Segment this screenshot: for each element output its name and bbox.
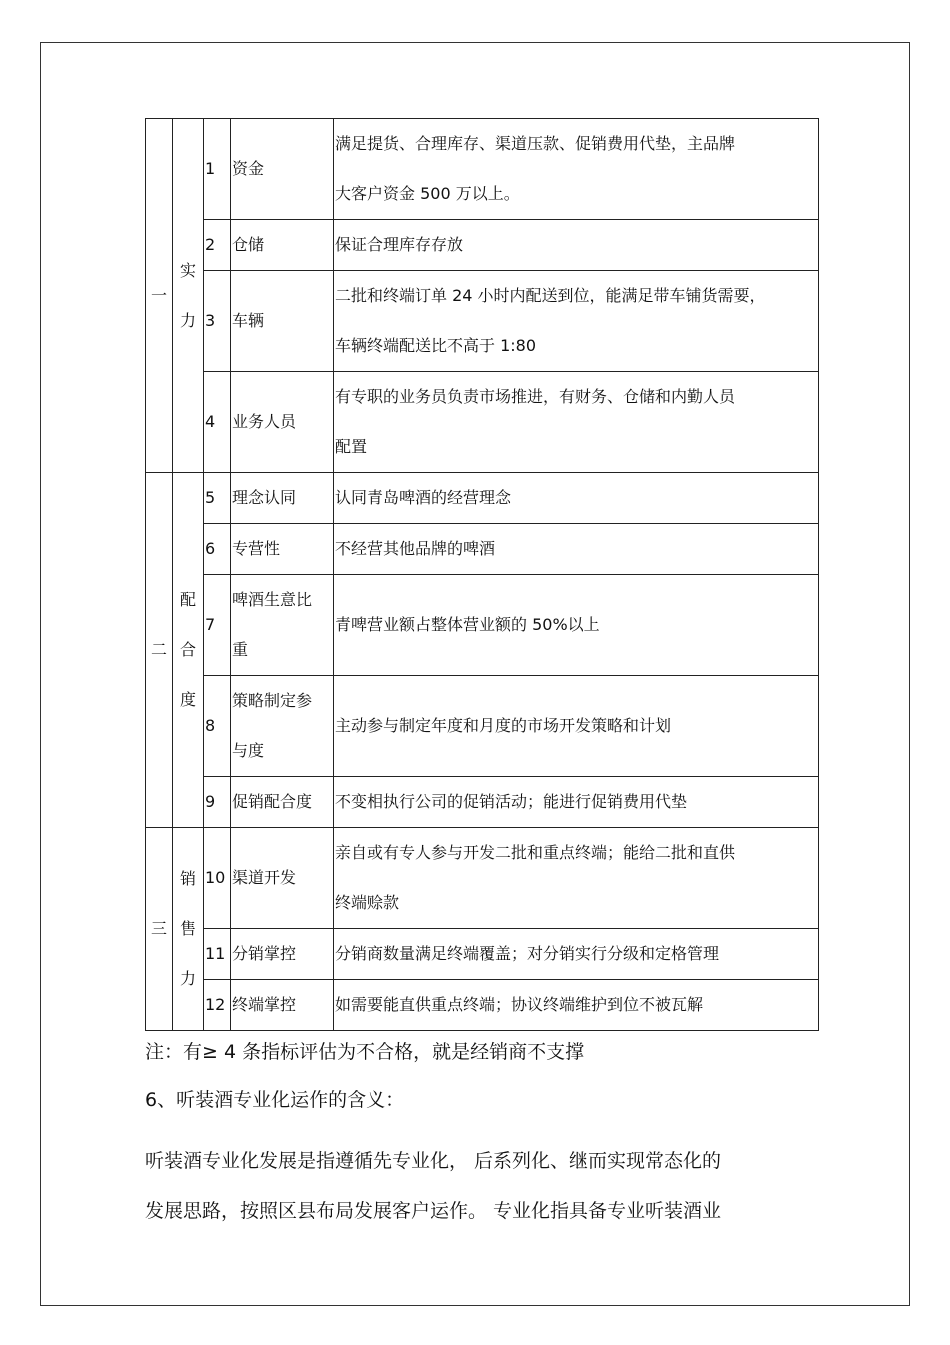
row-number: 3 [204,271,231,372]
table-row [146,271,819,372]
item-name: 促销配合度 [231,777,334,828]
row-number: 10 [204,828,231,929]
table-row [146,676,819,777]
item-name: 渠道开发 [231,828,334,929]
group-number: 一 [146,119,173,473]
table-row [146,372,819,473]
row-number: 6 [204,524,231,575]
item-name: 啤酒生意比 重 [231,575,334,676]
table-row [146,220,819,271]
table-row [146,524,819,575]
group-number: 二 [146,473,173,828]
item-description: 分销商数量满足终端覆盖；对分销实行分级和定格管理 [334,929,819,980]
item-name: 终端掌控 [231,980,334,1031]
item-name: 策略制定参 与度 [231,676,334,777]
item-description: 不经营其他品牌的啤酒 [334,524,819,575]
table-row [146,828,819,929]
row-number: 9 [204,777,231,828]
item-description: 保证合理库存存放 [334,220,819,271]
item-name: 专营性 [231,524,334,575]
item-name: 业务人员 [231,372,334,473]
item-name: 理念认同 [231,473,334,524]
item-description: 认同青岛啤酒的经营理念 [334,473,819,524]
row-number: 12 [204,980,231,1031]
row-number: 4 [204,372,231,473]
row-number: 7 [204,575,231,676]
row-number: 2 [204,220,231,271]
item-name: 仓储 [231,220,334,271]
row-number: 8 [204,676,231,777]
section-heading: 6、听装酒专业化运作的含义： [145,1089,405,1111]
item-description: 满足提货、合理库存、渠道压款、促销费用代垫，主品牌 大客户资金 500 万以上。 [334,119,819,220]
row-number: 1 [204,119,231,220]
table-row [146,929,819,980]
body-paragraph [145,1136,825,1236]
group-name: 实 力 [173,119,204,473]
item-description: 如需要能直供重点终端；协议终端维护到位不被瓦解 [334,980,819,1031]
group-name: 配 合 度 [173,473,204,828]
item-name: 车辆 [231,271,334,372]
item-description: 不变相执行公司的促销活动；能进行促销费用代垫 [334,777,819,828]
item-name: 资金 [231,119,334,220]
item-description: 二批和终端订单 24 小时内配送到位，能满足带车铺货需要， 车辆终端配送比不高于 1:80 [334,271,819,372]
group-number: 三 [146,828,173,1031]
table-note: 注：有≥ 4 条指标评估为不合格，就是经销商不支撑 [145,1041,585,1063]
item-description: 主动参与制定年度和月度的市场开发策略和计划 [334,676,819,777]
table-row [146,473,819,524]
paragraph-line: 听装酒专业化发展是指遵循先专业化， 后系列化、继而实现常态化的 [145,1150,722,1172]
table-row [146,980,819,1031]
item-description: 亲自或有专人参与开发二批和重点终端；能给二批和直供 终端赊款 [334,828,819,929]
item-description: 青啤营业额占整体营业额的 50%以上 [334,575,819,676]
group-name: 销 售 力 [173,828,204,1031]
table-row [146,575,819,676]
paragraph-line: 发展思路，按照区县布局发展客户运作。 专业化指具备专业听装酒业 [145,1200,722,1222]
table-row [146,119,819,220]
row-number: 5 [204,473,231,524]
table-row [146,777,819,828]
row-number: 11 [204,929,231,980]
item-name: 分销掌控 [231,929,334,980]
item-description: 有专职的业务员负责市场推进，有财务、仓储和内勤人员 配置 [334,372,819,473]
dealer-criteria-table [145,118,819,1031]
